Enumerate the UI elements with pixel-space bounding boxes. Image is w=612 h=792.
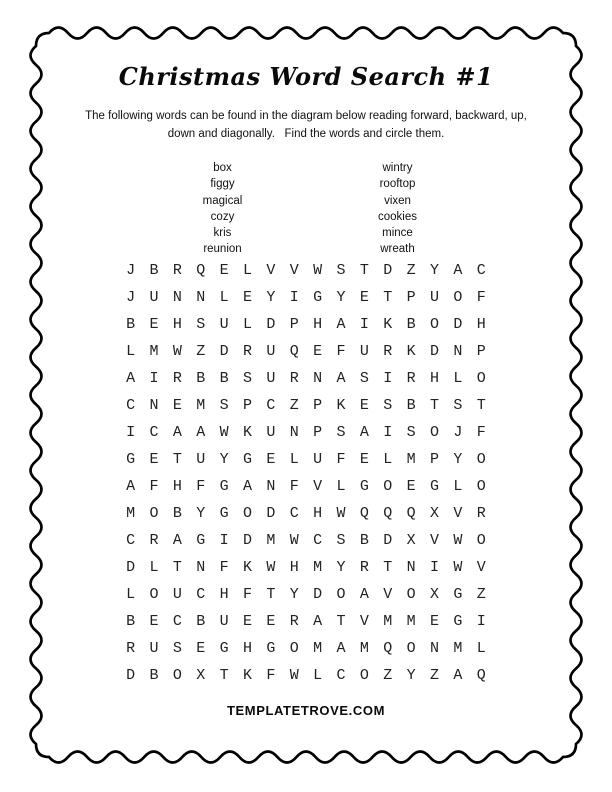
- grid-cell: I: [219, 532, 229, 549]
- grid-cell: E: [313, 343, 323, 360]
- grid-cell: S: [336, 424, 346, 441]
- grid-cell: T: [172, 559, 182, 576]
- instructions-line-2: down and diagonally. Find the words and circle them.: [167, 128, 445, 140]
- grid-cell: R: [172, 370, 182, 387]
- grid-cell: L: [126, 343, 136, 360]
- footer-brand: TEMPLATETROVE.COM: [226, 703, 385, 718]
- grid-cell: D: [453, 316, 463, 333]
- grid-cell: L: [219, 289, 229, 306]
- grid-cell: L: [453, 370, 463, 387]
- grid-cell: P: [313, 397, 323, 414]
- grid-cell: D: [266, 316, 276, 333]
- grid-cell: G: [126, 451, 136, 468]
- grid-cell: R: [383, 343, 393, 360]
- grid-cell: Z: [430, 667, 440, 684]
- grid-cell: U: [149, 289, 159, 306]
- grid-cell: R: [243, 343, 253, 360]
- word-item: wintry: [382, 162, 413, 174]
- grid-cell: B: [126, 316, 136, 333]
- grid-cell: E: [172, 397, 182, 414]
- grid-cell: S: [196, 316, 206, 333]
- grid-cell: U: [266, 424, 276, 441]
- grid-cell: W: [289, 532, 299, 549]
- grid-cell: E: [359, 289, 369, 306]
- grid-cell: G: [453, 586, 463, 603]
- grid-cell: N: [149, 397, 159, 414]
- grid-cell: E: [243, 289, 253, 306]
- grid-row: [119, 527, 493, 554]
- grid-row: [119, 500, 493, 527]
- grid-cell: T: [359, 262, 369, 279]
- grid-cell: Q: [406, 505, 416, 522]
- grid-cell: I: [476, 613, 486, 630]
- grid-cell: D: [383, 532, 393, 549]
- grid-cell: R: [289, 370, 299, 387]
- grid-cell: H: [289, 559, 299, 576]
- grid-cell: C: [196, 586, 206, 603]
- grid-cell: A: [126, 370, 136, 387]
- grid-cell: Y: [336, 559, 346, 576]
- grid-cell: O: [359, 667, 369, 684]
- grid-cell: I: [126, 424, 136, 441]
- grid-cell: E: [359, 451, 369, 468]
- grid-cell: P: [430, 451, 440, 468]
- grid-row: [119, 392, 493, 419]
- grid-cell: H: [313, 316, 323, 333]
- grid-cell: O: [476, 532, 486, 549]
- grid-cell: B: [359, 532, 369, 549]
- grid-cell: A: [336, 640, 346, 657]
- grid-cell: P: [406, 289, 416, 306]
- grid-cell: C: [149, 424, 159, 441]
- grid-cell: D: [313, 586, 323, 603]
- grid-cell: O: [243, 505, 253, 522]
- grid-cell: N: [172, 289, 182, 306]
- grid-cell: I: [383, 424, 393, 441]
- grid-cell: T: [219, 667, 229, 684]
- grid-cell: M: [313, 640, 323, 657]
- grid-cell: D: [266, 505, 276, 522]
- grid-row: [119, 311, 493, 338]
- grid-cell: C: [313, 532, 323, 549]
- grid-cell: J: [126, 289, 136, 306]
- grid-cell: M: [359, 640, 369, 657]
- grid-row: [119, 662, 493, 689]
- grid-row: [119, 338, 493, 365]
- grid-cell: H: [476, 316, 486, 333]
- grid-cell: A: [359, 424, 369, 441]
- grid-cell: I: [149, 370, 159, 387]
- word-item: wreath: [380, 243, 415, 256]
- grid-cell: N: [406, 559, 416, 576]
- grid-cell: M: [406, 613, 416, 630]
- grid-cell: U: [149, 640, 159, 657]
- grid-cell: I: [383, 370, 393, 387]
- grid-cell: U: [313, 451, 323, 468]
- grid-cell: N: [266, 478, 276, 495]
- grid-cell: X: [430, 586, 440, 603]
- grid-cell: B: [196, 613, 206, 630]
- grid-cell: M: [149, 343, 159, 360]
- grid-cell: Q: [196, 262, 206, 279]
- grid-cell: F: [149, 478, 159, 495]
- grid-cell: O: [172, 667, 182, 684]
- grid-cell: W: [453, 559, 463, 576]
- grid-cell: H: [172, 478, 182, 495]
- grid-cell: S: [359, 370, 369, 387]
- grid-cell: A: [313, 613, 323, 630]
- grid-cell: O: [406, 640, 416, 657]
- grid-cell: B: [219, 370, 229, 387]
- grid-cell: Y: [336, 289, 346, 306]
- grid-cell: A: [453, 667, 463, 684]
- grid-cell: A: [126, 478, 136, 495]
- grid-cell: T: [336, 613, 346, 630]
- word-item: cozy: [210, 210, 235, 223]
- grid-cell: L: [126, 586, 136, 603]
- grid-row: [119, 473, 493, 500]
- grid-cell: K: [406, 343, 416, 360]
- page-title: Christmas Word Search #1: [118, 62, 494, 91]
- grid-cell: D: [430, 343, 440, 360]
- grid-cell: U: [266, 370, 276, 387]
- grid-cell: H: [219, 586, 229, 603]
- grid-cell: V: [430, 532, 440, 549]
- grid-cell: G: [313, 289, 323, 306]
- grid-cell: M: [266, 532, 276, 549]
- word-list-right-column: [310, 160, 485, 258]
- grid-cell: E: [196, 640, 206, 657]
- grid-cell: G: [219, 640, 229, 657]
- grid-cell: D: [383, 262, 393, 279]
- grid-cell: A: [336, 370, 346, 387]
- grid-cell: F: [219, 559, 229, 576]
- grid-cell: G: [359, 478, 369, 495]
- grid-cell: E: [149, 613, 159, 630]
- grid-cell: V: [476, 559, 486, 576]
- grid-cell: W: [313, 262, 323, 279]
- grid-cell: R: [149, 532, 159, 549]
- grid-row: [119, 554, 493, 581]
- grid-cell: I: [289, 289, 299, 306]
- grid-cell: P: [289, 316, 299, 333]
- grid-cell: V: [289, 262, 299, 279]
- grid-cell: C: [126, 532, 136, 549]
- grid-cell: B: [149, 667, 159, 684]
- grid-cell: G: [243, 451, 253, 468]
- grid-cell: Y: [430, 262, 440, 279]
- grid-cell: O: [289, 640, 299, 657]
- grid-cell: F: [476, 424, 486, 441]
- grid-cell: B: [406, 397, 416, 414]
- grid-cell: R: [172, 262, 182, 279]
- word-item: mince: [382, 227, 413, 240]
- grid-cell: F: [336, 451, 346, 468]
- grid-cell: S: [383, 397, 393, 414]
- grid-row: [119, 257, 493, 284]
- grid-cell: E: [219, 262, 229, 279]
- word-list: [135, 160, 485, 258]
- grid-cell: O: [406, 586, 416, 603]
- grid-cell: E: [266, 451, 276, 468]
- grid-cell: R: [289, 613, 299, 630]
- grid-cell: J: [453, 424, 463, 441]
- grid-cell: S: [219, 397, 229, 414]
- grid-cell: F: [336, 343, 346, 360]
- grid-cell: Z: [289, 397, 299, 414]
- grid-row: [119, 635, 493, 662]
- grid-cell: O: [476, 370, 486, 387]
- grid-cell: A: [172, 532, 182, 549]
- grid-cell: R: [126, 640, 136, 657]
- grid-cell: F: [266, 667, 276, 684]
- grid-cell: O: [430, 316, 440, 333]
- grid-cell: G: [453, 613, 463, 630]
- grid-cell: Q: [359, 505, 369, 522]
- grid-cell: Y: [219, 451, 229, 468]
- grid-cell: T: [172, 451, 182, 468]
- grid-cell: N: [196, 559, 206, 576]
- grid-cell: T: [383, 289, 393, 306]
- grid-cell: V: [453, 505, 463, 522]
- grid-cell: G: [219, 478, 229, 495]
- letter-grid: [119, 257, 493, 689]
- grid-cell: Y: [289, 586, 299, 603]
- grid-cell: A: [243, 478, 253, 495]
- grid-cell: T: [266, 586, 276, 603]
- grid-cell: M: [126, 505, 136, 522]
- grid-cell: R: [406, 370, 416, 387]
- grid-cell: Y: [266, 289, 276, 306]
- grid-cell: D: [243, 532, 253, 549]
- grid-cell: N: [289, 424, 299, 441]
- grid-cell: T: [383, 559, 393, 576]
- grid-cell: K: [336, 397, 346, 414]
- word-item: kris: [213, 227, 232, 240]
- grid-cell: O: [453, 289, 463, 306]
- grid-row: [119, 419, 493, 446]
- grid-cell: K: [383, 316, 393, 333]
- grid-cell: F: [196, 478, 206, 495]
- grid-cell: S: [243, 370, 253, 387]
- grid-cell: F: [476, 289, 486, 306]
- grid-cell: B: [196, 370, 206, 387]
- grid-cell: Z: [476, 586, 486, 603]
- grid-cell: C: [266, 397, 276, 414]
- grid-cell: Q: [383, 640, 393, 657]
- grid-cell: L: [313, 667, 323, 684]
- grid-row: [119, 365, 493, 392]
- grid-cell: T: [476, 397, 486, 414]
- grid-cell: C: [126, 397, 136, 414]
- grid-cell: V: [313, 478, 323, 495]
- grid-cell: Y: [453, 451, 463, 468]
- grid-cell: E: [266, 613, 276, 630]
- instructions: [56, 107, 556, 143]
- grid-cell: T: [430, 397, 440, 414]
- grid-cell: G: [266, 640, 276, 657]
- word-item: figgy: [210, 178, 235, 191]
- grid-cell: X: [196, 667, 206, 684]
- grid-cell: O: [336, 586, 346, 603]
- grid-cell: G: [219, 505, 229, 522]
- grid-cell: L: [243, 262, 253, 279]
- grid-cell: P: [313, 424, 323, 441]
- grid-cell: E: [430, 613, 440, 630]
- grid-cell: W: [266, 559, 276, 576]
- grid-cell: M: [383, 613, 393, 630]
- grid-cell: A: [359, 586, 369, 603]
- grid-cell: E: [406, 478, 416, 495]
- grid-cell: K: [243, 424, 253, 441]
- grid-cell: U: [430, 289, 440, 306]
- grid-cell: S: [406, 424, 416, 441]
- grid-cell: A: [453, 262, 463, 279]
- grid-cell: B: [406, 316, 416, 333]
- grid-cell: M: [313, 559, 323, 576]
- grid-cell: B: [172, 505, 182, 522]
- instructions-line-1: The following words can be found in the diagram below reading forward, backward, up,: [85, 110, 527, 122]
- word-item: box: [213, 162, 232, 174]
- grid-cell: D: [126, 667, 136, 684]
- grid-cell: E: [149, 451, 159, 468]
- grid-cell: G: [430, 478, 440, 495]
- grid-cell: N: [453, 343, 463, 360]
- grid-cell: C: [172, 613, 182, 630]
- grid-cell: Q: [383, 505, 393, 522]
- grid-cell: U: [359, 343, 369, 360]
- grid-cell: X: [406, 532, 416, 549]
- grid-cell: S: [336, 262, 346, 279]
- grid-cell: U: [172, 586, 182, 603]
- grid-cell: W: [172, 343, 182, 360]
- grid-cell: Z: [196, 343, 206, 360]
- grid-cell: V: [383, 586, 393, 603]
- grid-cell: U: [219, 316, 229, 333]
- grid-cell: H: [313, 505, 323, 522]
- grid-cell: L: [336, 478, 346, 495]
- grid-cell: F: [243, 586, 253, 603]
- grid-cell: H: [172, 316, 182, 333]
- grid-cell: R: [359, 559, 369, 576]
- grid-cell: L: [243, 316, 253, 333]
- grid-cell: O: [476, 451, 486, 468]
- grid-cell: Q: [476, 667, 486, 684]
- grid-cell: S: [172, 640, 182, 657]
- word-item: magical: [202, 194, 243, 207]
- grid-cell: P: [243, 397, 253, 414]
- grid-cell: Q: [289, 343, 299, 360]
- grid-cell: L: [476, 640, 486, 657]
- grid-cell: D: [219, 343, 229, 360]
- grid-cell: L: [289, 451, 299, 468]
- grid-cell: W: [289, 667, 299, 684]
- grid-cell: O: [476, 478, 486, 495]
- grid-cell: E: [149, 316, 159, 333]
- grid-cell: A: [172, 424, 182, 441]
- grid-cell: C: [289, 505, 299, 522]
- grid-cell: Z: [406, 262, 416, 279]
- grid-cell: X: [430, 505, 440, 522]
- grid-cell: A: [336, 316, 346, 333]
- grid-cell: K: [243, 667, 253, 684]
- grid-cell: J: [126, 262, 136, 279]
- grid-cell: L: [453, 478, 463, 495]
- grid-cell: I: [359, 316, 369, 333]
- grid-cell: I: [430, 559, 440, 576]
- grid-cell: E: [243, 613, 253, 630]
- grid-cell: R: [476, 505, 486, 522]
- grid-cell: K: [243, 559, 253, 576]
- grid-cell: V: [359, 613, 369, 630]
- grid-cell: N: [430, 640, 440, 657]
- grid-cell: Z: [383, 667, 393, 684]
- grid-row: [119, 284, 493, 311]
- grid-cell: L: [149, 559, 159, 576]
- grid-cell: D: [126, 559, 136, 576]
- grid-cell: S: [336, 532, 346, 549]
- grid-cell: U: [266, 343, 276, 360]
- grid-cell: Y: [406, 667, 416, 684]
- grid-cell: O: [430, 424, 440, 441]
- word-item: rooftop: [379, 178, 416, 191]
- grid-cell: N: [313, 370, 323, 387]
- grid-cell: U: [196, 451, 206, 468]
- grid-cell: M: [453, 640, 463, 657]
- grid-row: [119, 608, 493, 635]
- grid-row: [119, 446, 493, 473]
- word-item: reunion: [203, 243, 242, 256]
- grid-cell: P: [476, 343, 486, 360]
- grid-row: [119, 581, 493, 608]
- grid-cell: S: [453, 397, 463, 414]
- grid-cell: B: [126, 613, 136, 630]
- grid-cell: F: [289, 478, 299, 495]
- grid-cell: V: [266, 262, 276, 279]
- grid-cell: C: [336, 667, 346, 684]
- word-list-left-column: [135, 160, 310, 258]
- grid-cell: U: [219, 613, 229, 630]
- grid-cell: O: [383, 478, 393, 495]
- word-item: cookies: [378, 210, 417, 223]
- grid-cell: W: [219, 424, 229, 441]
- grid-cell: H: [243, 640, 253, 657]
- grid-cell: N: [196, 289, 206, 306]
- grid-cell: H: [430, 370, 440, 387]
- grid-cell: L: [383, 451, 393, 468]
- grid-cell: M: [406, 451, 416, 468]
- word-item: vixen: [384, 194, 411, 207]
- grid-cell: W: [453, 532, 463, 549]
- grid-cell: M: [196, 397, 206, 414]
- grid-cell: E: [359, 397, 369, 414]
- grid-cell: C: [476, 262, 486, 279]
- grid-cell: B: [149, 262, 159, 279]
- grid-cell: A: [196, 424, 206, 441]
- grid-cell: W: [336, 505, 346, 522]
- grid-cell: G: [196, 532, 206, 549]
- grid-cell: O: [149, 586, 159, 603]
- grid-cell: O: [149, 505, 159, 522]
- grid-cell: Y: [196, 505, 206, 522]
